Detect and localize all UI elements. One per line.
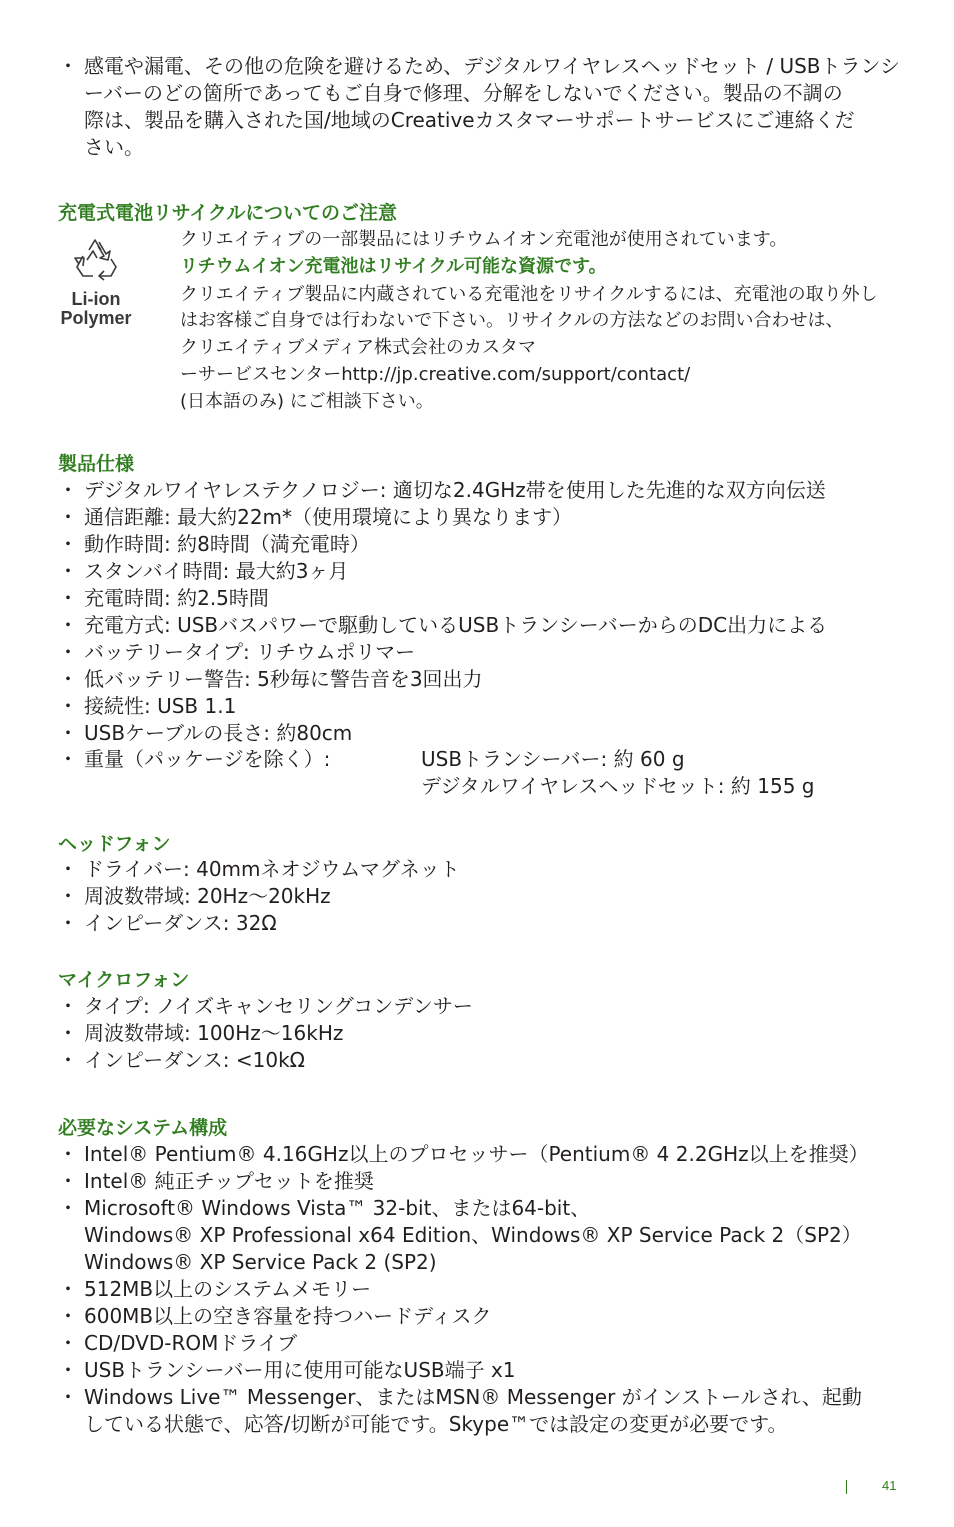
list-item: 充電方式: USBバスパワーで駆動しているUSBトランシーバーからのDC出力による (84, 613, 828, 637)
bullet: ・ (58, 994, 78, 1018)
bullet: ・ (58, 667, 78, 691)
bullet: ・ (58, 857, 78, 881)
bullet: ・ (58, 1021, 78, 1045)
list-item: 周波数帯域: 100Hz～16kHz (84, 1021, 344, 1045)
recycle-line-6: ーサービスセンターhttp://jp.creative.com/support/contact/ (180, 364, 691, 385)
list-item: Windows Live™ Messenger、またはMSN® Messenger がインストールされ、起動 (84, 1385, 862, 1409)
list-item: Intel® 純正チップセットを推奨 (84, 1169, 374, 1193)
mic-heading: マイクロフォン (58, 969, 190, 991)
bullet: ・ (58, 694, 78, 718)
list-item: ドライバー: 40mmネオジウムマグネット (84, 857, 460, 881)
spec-weight-transceiver: USBトランシーバー: 約 60 g (421, 747, 685, 771)
bullet: ・ (58, 613, 78, 637)
list-item: 動作時間: 約8時間（満充電時） (84, 532, 370, 556)
spec-weight-headset: デジタルワイヤレスヘッドセット: 約 155 g (421, 774, 815, 798)
bullet: ・ (58, 1358, 78, 1382)
list-item: インピーダンス: 32Ω (84, 911, 277, 935)
list-item: 周波数帯域: 20Hz～20kHz (84, 884, 331, 908)
page-number: 41 (882, 1478, 897, 1493)
bullet: ・ (58, 1277, 78, 1301)
recycle-logo (52, 236, 140, 328)
bullet: ・ (58, 747, 78, 771)
polymer-label: Polymer (60, 308, 132, 328)
bullet: ・ (58, 586, 78, 610)
list-item: Windows® XP Professional x64 Edition、Windows® XP Service Pack 2（SP2） (84, 1223, 862, 1247)
recycle-heading: 充電式電池リサイクルについてのご注意 (58, 202, 397, 224)
headphone-heading: ヘッドフォン (58, 833, 171, 855)
list-item: 通信距離: 最大約22m*（使用環境により異なります） (84, 505, 573, 529)
bullet: ・ (58, 505, 78, 529)
list-item: Microsoft® Windows Vista™ 32-bit、または64-bit、 (84, 1196, 591, 1220)
bullet: ・ (58, 640, 78, 664)
list-item: インピーダンス: <10kΩ (84, 1048, 305, 1072)
recycle-line-5: クリエイティブメディア株式会社のカスタマ (180, 337, 537, 358)
bullet: ・ (58, 1169, 78, 1193)
intro-line-4: さい。 (84, 135, 144, 159)
recycle-line-7: (日本語のみ) にご相談下さい。 (180, 391, 434, 412)
intro-line-2: ーバーのどの箇所であってもご自身で修理、分解をしないでください。製品の不調の (84, 81, 843, 105)
list-item: USBトランシーバー用に使用可能なUSB端子 x1 (84, 1358, 516, 1382)
bullet: ・ (58, 559, 78, 583)
spec-weight-label: 重量（パッケージを除く）: (84, 747, 331, 771)
recycle-line-2: リチウムイオン充電池はリサイクル可能な資源です。 (180, 256, 607, 277)
bullet: ・ (58, 1304, 78, 1328)
bullet: ・ (58, 1331, 78, 1355)
system-heading: 必要なシステム構成 (58, 1117, 228, 1139)
recycle-line-3: クリエイティブ製品に内蔵されている充電池をリサイクルするには、充電池の取り外し (180, 284, 878, 305)
list-item: CD/DVD-ROMドライブ (84, 1331, 298, 1355)
bullet: ・ (58, 1142, 78, 1166)
list-item: スタンバイ時間: 最大約3ヶ月 (84, 559, 349, 583)
list-item: タイプ: ノイズキャンセリングコンデンサー (84, 994, 473, 1018)
bullet: ・ (58, 911, 78, 935)
list-item: USBケーブルの長さ: 約80cm (84, 721, 353, 745)
list-item: 600MB以上の空き容量を持つハードディスク (84, 1304, 492, 1328)
list-item: 低バッテリー警告: 5秒毎に警告音を3回出力 (84, 667, 483, 691)
bullet: ・ (58, 1048, 78, 1072)
li-ion-label: Li-ion (71, 289, 121, 309)
bullet: ・ (58, 54, 78, 78)
list-item: デジタルワイヤレステクノロジー: 適切な2.4GHz帯を使用した先進的な双方向伝送 (84, 478, 826, 502)
bullet: ・ (58, 721, 78, 745)
intro-line-3: 際は、製品を購入された国/地域のCreativeカスタマーサポートサービスにご連絡くだ (84, 108, 855, 132)
bullet: ・ (58, 478, 78, 502)
intro-line-1: 感電や漏電、その他の危険を避けるため、デジタルワイヤレスヘッドセット / USBトランシ (84, 54, 901, 78)
list-item: 512MB以上のシステムメモリー (84, 1277, 372, 1301)
recycle-line-4: はお客様ご自身では行わないで下さい。リサイクルの方法などのお問い合わせは、 (180, 310, 844, 331)
bullet: ・ (58, 1385, 78, 1409)
footer-divider (846, 1480, 847, 1494)
list-item: 接続性: USB 1.1 (84, 694, 237, 718)
list-item: Intel® Pentium® 4.16GHz以上のプロセッサー（Pentium® 4 2.2GHz以上を推奨） (84, 1142, 869, 1166)
list-item: Windows® XP Service Pack 2 (SP2) (84, 1250, 437, 1274)
recycle-icon (71, 236, 121, 284)
spec-heading: 製品仕様 (58, 453, 135, 475)
bullet: ・ (58, 1196, 78, 1220)
recycle-line-1: クリエイティブの一部製品にはリチウムイオン充電池が使用されています。 (180, 229, 788, 250)
list-item: バッテリータイプ: リチウムポリマー (84, 640, 416, 664)
bullet: ・ (58, 884, 78, 908)
list-item: している状態で、応答/切断が可能です。Skype™では設定の変更が必要です。 (84, 1412, 788, 1436)
list-item: 充電時間: 約2.5時間 (84, 586, 269, 610)
bullet: ・ (58, 532, 78, 556)
